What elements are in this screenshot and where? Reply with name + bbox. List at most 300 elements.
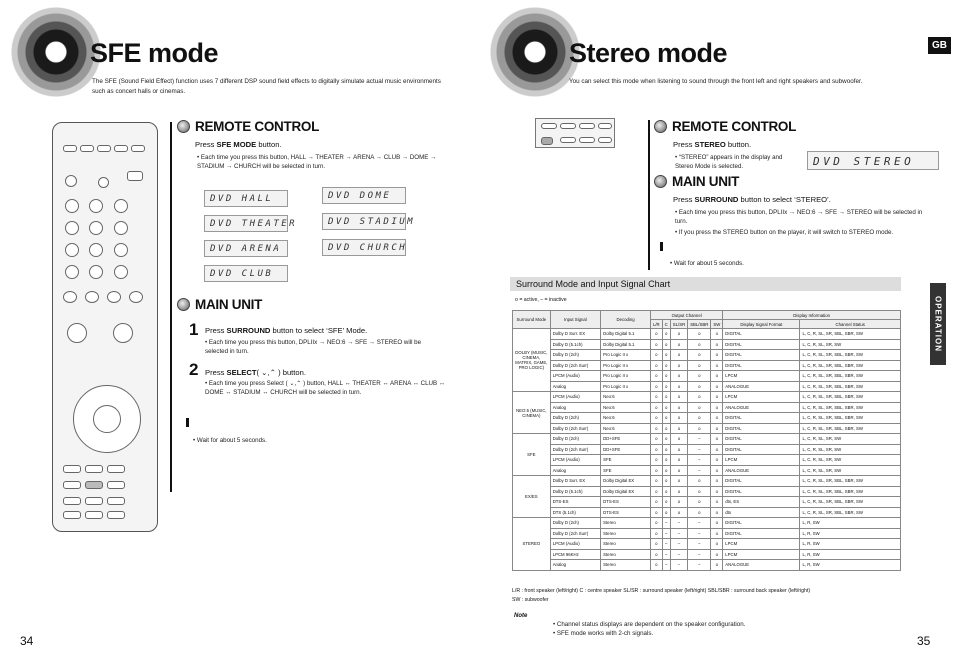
surround-bullet-2: • If you press the STEREO button on the player, it will switch to STEREO mode. xyxy=(675,229,894,236)
chart-legend: o = active, – = inactive xyxy=(515,297,567,303)
table-cell: – xyxy=(688,455,711,466)
table-cell: o xyxy=(662,360,670,371)
table-cell: DIGITAL xyxy=(723,444,800,455)
table-cell: Dolby D (2ch Surr) xyxy=(550,423,600,434)
lcd-stereo: DVD STEREO xyxy=(807,151,939,170)
table-cell: L, C, R, SL, SR, SW xyxy=(800,444,901,455)
table-cell: o xyxy=(688,381,711,392)
table-cell: DIGITAL xyxy=(723,423,800,434)
table-cell: L, C, R, SL, SR, SBL, SBR, SW xyxy=(800,423,901,434)
table-cell: o xyxy=(711,339,723,350)
table-row xyxy=(513,444,901,455)
table-cell: L, R, SW xyxy=(800,560,901,571)
table-cell: – xyxy=(688,549,711,560)
table-cell: o xyxy=(688,360,711,371)
lcd-arena: DVD ARENA xyxy=(204,240,288,257)
table-row xyxy=(513,339,901,350)
surround-mode-cell: STEREO xyxy=(513,518,551,571)
remote-control-illustration xyxy=(52,122,158,532)
table-cell: DIGITAL xyxy=(723,528,800,539)
language-badge: GB xyxy=(928,37,951,54)
table-cell: o xyxy=(711,518,723,529)
note-1: • Channel status displays are dependent on the speaker configuration. xyxy=(553,621,746,628)
table-cell: o xyxy=(662,455,670,466)
table-cell: o xyxy=(670,329,687,340)
table-cell: – xyxy=(688,528,711,539)
table-cell: DTS (5.1ch) xyxy=(550,507,600,518)
table-cell: L, C, R, SL, SR, SBL, SBR, SW xyxy=(800,360,901,371)
table-cell: o xyxy=(711,486,723,497)
table-cell: L, C, R, SL, SR, SBL, SBR, SW xyxy=(800,381,901,392)
table-cell: o xyxy=(670,350,687,361)
table-cell: Pro Logic II x xyxy=(601,371,651,382)
table-cell: o xyxy=(670,360,687,371)
step-2-number: 2 xyxy=(189,360,199,379)
table-cell: Dolby Digital EX xyxy=(601,486,651,497)
table-cell: Dolby D (2ch) xyxy=(550,518,600,529)
table-cell: o xyxy=(711,455,723,466)
table-row xyxy=(513,434,901,445)
table-cell: o xyxy=(662,329,670,340)
table-cell: – xyxy=(688,444,711,455)
table-cell: LPCM xyxy=(723,455,800,466)
table-cell: o xyxy=(688,329,711,340)
table-cell: o xyxy=(662,444,670,455)
table-cell: o xyxy=(688,486,711,497)
table-cell: o xyxy=(662,402,670,413)
remote-control-heading: REMOTE CONTROL xyxy=(177,119,319,134)
table-cell: LPCM xyxy=(723,539,800,550)
table-cell: o xyxy=(670,392,687,403)
col-lr: L/R xyxy=(650,320,662,329)
table-cell: DD+SFE xyxy=(601,444,651,455)
table-cell: Stereo xyxy=(601,518,651,529)
table-cell: – xyxy=(688,539,711,550)
operation-tab: OPERATION xyxy=(930,283,946,365)
table-cell: Dolby D (5.1ch) xyxy=(550,486,600,497)
table-cell: o xyxy=(688,413,711,424)
table-cell: DTS-ES xyxy=(550,497,600,508)
table-cell: L, C, R, SL, SR, SBL, SBR, SW xyxy=(800,497,901,508)
table-cell: o xyxy=(650,402,662,413)
section-bullet-icon xyxy=(654,175,667,188)
lcd-theater: DVD THEATER xyxy=(204,215,288,232)
col-decoding: Decoding xyxy=(601,311,651,329)
table-cell: o xyxy=(650,539,662,550)
table-cell: o xyxy=(711,392,723,403)
table-cell: L, R, SW xyxy=(800,549,901,560)
surround-bullet-1: • Each time you press this button, DPLIIx → NEO:6 → SFE → STEREO will be selected in turn. xyxy=(675,209,923,225)
table-cell: o xyxy=(670,339,687,350)
remote-control-heading: REMOTE CONTROL xyxy=(654,119,796,134)
table-cell: Dolby D Surr. EX xyxy=(550,329,600,340)
step-1-bullet: • Each time you press this button, DPLIIx → NEO:6 → SFE → STEREO will be selected in turn. xyxy=(205,339,422,355)
table-cell: o xyxy=(650,518,662,529)
table-cell: o xyxy=(662,434,670,445)
table-cell: LPCM (Audio) xyxy=(550,539,600,550)
col-display-information: Display Information xyxy=(723,311,901,320)
table-cell: LPCM xyxy=(723,549,800,560)
table-row xyxy=(513,371,901,382)
chart-title: Surround Mode and Input Signal Chart xyxy=(510,277,901,291)
table-cell: L, C, R, SL, SR, SBL, SBR, SW xyxy=(800,507,901,518)
table-cell: o xyxy=(688,371,711,382)
table-row xyxy=(513,360,901,371)
table-cell: DIGITAL xyxy=(723,518,800,529)
wait-note: • Wait for about 5 seconds. xyxy=(670,260,744,267)
divider-bar xyxy=(170,122,172,492)
table-cell: Pro Logic II x xyxy=(601,360,651,371)
table-row xyxy=(513,539,901,550)
table-cell: Analog xyxy=(550,402,600,413)
table-cell: Dolby Digital 5.1 xyxy=(601,339,651,350)
table-cell: LPCM (Audio) xyxy=(550,392,600,403)
page-title: Stereo mode xyxy=(569,38,728,68)
table-cell: o xyxy=(670,434,687,445)
table-cell: DTS-ES xyxy=(601,497,651,508)
table-cell: Stereo xyxy=(601,539,651,550)
table-cell: L, C, R, SL, SR, SBL, SBR, SW xyxy=(800,486,901,497)
table-cell: o xyxy=(650,423,662,434)
table-cell: SFE xyxy=(601,465,651,476)
lcd-dome: DVD DOME xyxy=(322,187,406,204)
table-cell: o xyxy=(650,560,662,571)
stereo-bullet: • “STEREO” appears in the display and Stereo Mode is selected. xyxy=(675,154,783,170)
table-row xyxy=(513,465,901,476)
table-cell: o xyxy=(650,371,662,382)
table-cell: o xyxy=(711,423,723,434)
table-cell: o xyxy=(711,549,723,560)
surround-mode-cell: DOLBY (MUSIC, CINEMA, MATRIX, GAME, PRO LOGIC) xyxy=(513,329,551,392)
table-cell: – xyxy=(688,518,711,529)
table-cell: o xyxy=(670,455,687,466)
table-cell: – xyxy=(670,539,687,550)
decorative-spiral xyxy=(489,6,581,98)
table-cell: DIGITAL xyxy=(723,360,800,371)
table-cell: o xyxy=(711,476,723,487)
table-cell: ANALOGUE xyxy=(723,560,800,571)
table-cell: Stereo xyxy=(601,528,651,539)
table-cell: L, C, R, SL, SR, SW xyxy=(800,339,901,350)
right-page xyxy=(477,0,954,666)
table-cell: Dolby D (2ch) xyxy=(550,434,600,445)
marker-bar xyxy=(660,242,663,251)
table-row xyxy=(513,528,901,539)
table-cell: o xyxy=(662,497,670,508)
col-output-channel: Output Channel xyxy=(650,311,722,320)
table-cell: o xyxy=(688,497,711,508)
table-cell: – xyxy=(662,549,670,560)
table-row xyxy=(513,476,901,487)
step-1-number: 1 xyxy=(189,320,199,339)
table-cell: o xyxy=(662,423,670,434)
table-cell: o xyxy=(711,497,723,508)
table-cell: o xyxy=(711,350,723,361)
table-cell: o xyxy=(711,444,723,455)
decorative-spiral xyxy=(10,6,102,98)
table-cell: o xyxy=(650,507,662,518)
press-surround: Press SURROUND button to select ‘STEREO’. xyxy=(673,195,831,204)
press-sfe-mode: Press SFE MODE button. xyxy=(195,140,282,149)
table-cell: ANALOGUE xyxy=(723,465,800,476)
table-cell: o xyxy=(650,497,662,508)
table-cell: o xyxy=(688,339,711,350)
table-cell: o xyxy=(670,486,687,497)
table-cell: dts, ES xyxy=(723,497,800,508)
col-channel-status: Channel Status xyxy=(800,320,901,329)
table-cell: L, C, R, SL, SR, SBL, SBR, SW xyxy=(800,371,901,382)
table-cell: o xyxy=(711,507,723,518)
section-bullet-icon xyxy=(654,120,667,133)
page-number: 34 xyxy=(20,634,34,648)
table-cell: Dolby D Surr. EX xyxy=(550,476,600,487)
table-cell: – xyxy=(670,560,687,571)
table-cell: o xyxy=(670,381,687,392)
table-row xyxy=(513,518,901,529)
table-row xyxy=(513,392,901,403)
table-cell: o xyxy=(650,444,662,455)
table-cell: DD+SFE xyxy=(601,434,651,445)
table-cell: Dolby D (2ch) xyxy=(550,413,600,424)
table-cell: o xyxy=(650,455,662,466)
table-cell: Pro Logic II x xyxy=(601,381,651,392)
table-cell: o xyxy=(711,560,723,571)
table-cell: L, C, R, SL, SR, SBL, SBR, SW xyxy=(800,413,901,424)
table-cell: DIGITAL xyxy=(723,350,800,361)
table-cell: – xyxy=(670,549,687,560)
table-cell: o xyxy=(662,413,670,424)
table-cell: o xyxy=(711,539,723,550)
table-cell: o xyxy=(670,402,687,413)
table-cell: o xyxy=(711,381,723,392)
table-cell: DIGITAL xyxy=(723,434,800,445)
table-cell: Dolby D (5.1ch) xyxy=(550,339,600,350)
table-cell: o xyxy=(670,413,687,424)
table-cell: o xyxy=(662,392,670,403)
table-cell: DIGITAL xyxy=(723,486,800,497)
table-cell: o xyxy=(662,350,670,361)
footnote-subwoofer: SW : subwoofer xyxy=(512,597,549,603)
section-bullet-icon xyxy=(177,298,190,311)
table-cell: – xyxy=(662,560,670,571)
table-row xyxy=(513,350,901,361)
table-cell: L, C, R, SL, SR, SW xyxy=(800,465,901,476)
table-cell: L, R, SW xyxy=(800,528,901,539)
table-cell: dts xyxy=(723,507,800,518)
table-cell: L, R, SW xyxy=(800,518,901,529)
table-cell: o xyxy=(711,371,723,382)
col-sblsbr: SBL/SBR xyxy=(688,320,711,329)
table-cell: DIGITAL xyxy=(723,339,800,350)
press-stereo: Press STEREO button. xyxy=(673,140,752,149)
table-cell: o xyxy=(670,507,687,518)
table-cell: o xyxy=(670,371,687,382)
col-display-signal-format: Display Signal Format xyxy=(723,320,800,329)
col-slsr: SL/SR xyxy=(670,320,687,329)
table-cell: o xyxy=(711,413,723,424)
main-unit-heading: MAIN UNIT xyxy=(654,174,739,189)
table-cell: o xyxy=(688,507,711,518)
table-cell: L, C, R, SL, SR, SBL, SBR, SW xyxy=(800,476,901,487)
table-cell: Neo:6 xyxy=(601,413,651,424)
surround-mode-cell: NEO:6 (MUSIC, CINEMA) xyxy=(513,392,551,434)
table-cell: L, C, R, SL, SR, SBL, SBR, SW xyxy=(800,402,901,413)
note-label: Note xyxy=(514,613,528,619)
table-cell: Neo:6 xyxy=(601,423,651,434)
table-cell: o xyxy=(711,465,723,476)
table-cell: – xyxy=(688,465,711,476)
table-cell: Dolby D (2ch Surr) xyxy=(550,528,600,539)
table-cell: – xyxy=(670,518,687,529)
table-cell: Stereo xyxy=(601,549,651,560)
table-cell: o xyxy=(650,476,662,487)
table-cell: o xyxy=(688,392,711,403)
table-cell: o xyxy=(650,549,662,560)
table-cell: o xyxy=(711,329,723,340)
table-row xyxy=(513,423,901,434)
table-cell: Stereo xyxy=(601,560,651,571)
step-1-text: Press SURROUND button to select ‘SFE’ Mode. xyxy=(205,326,368,335)
table-cell: Neo:6 xyxy=(601,392,651,403)
table-row xyxy=(513,381,901,392)
note-2: • SFE mode works with 2-ch signals. xyxy=(553,630,654,637)
table-cell: LPCM (Audio) xyxy=(550,371,600,382)
table-cell: – xyxy=(662,518,670,529)
table-row xyxy=(513,560,901,571)
table-cell: o xyxy=(711,402,723,413)
main-unit-heading: MAIN UNIT xyxy=(177,297,262,312)
table-cell: o xyxy=(662,476,670,487)
marker-bar xyxy=(186,418,189,427)
wait-note: • Wait for about 5 seconds. xyxy=(193,437,267,444)
col-surround-mode: Surround Mode xyxy=(513,311,551,329)
section-bullet-icon xyxy=(177,120,190,133)
table-row xyxy=(513,413,901,424)
table-cell: o xyxy=(688,423,711,434)
table-row xyxy=(513,486,901,497)
table-cell: LPCM xyxy=(723,371,800,382)
table-cell: – xyxy=(662,528,670,539)
intro-text: The SFE (Sound Field Effect) function uses 7 different DSP sound field effects to digitally simulate actual music environments such as concert halls or cinemas. xyxy=(92,78,441,95)
table-cell: LPCM 96KHz xyxy=(550,549,600,560)
table-cell: L, C, R, SL, SR, SBL, SBR, SW xyxy=(800,350,901,361)
sfe-mode-bullet: • Each time you press this button, HALL → THEATER → ARENA → CLUB → DOME → STADIUM → CHURCH will be selected in turn. xyxy=(197,154,437,170)
table-cell: L, R, SW xyxy=(800,539,901,550)
table-cell: – xyxy=(662,539,670,550)
table-row xyxy=(513,497,901,508)
table-cell: o xyxy=(670,423,687,434)
table-cell: o xyxy=(650,528,662,539)
table-cell: – xyxy=(670,528,687,539)
surround-mode-cell: EX/ES xyxy=(513,476,551,518)
table-cell: o xyxy=(688,402,711,413)
table-cell: o xyxy=(650,465,662,476)
table-row xyxy=(513,549,901,560)
step-2-text: Press SELECT( ⌄,⌃ ) button. xyxy=(205,368,306,377)
lcd-church: DVD CHURCH xyxy=(322,239,406,256)
table-cell: o xyxy=(662,465,670,476)
col-sw: SW xyxy=(711,320,723,329)
table-cell: – xyxy=(688,560,711,571)
table-cell: L, C, R, SL, SR, SBL, SBR, SW xyxy=(800,329,901,340)
table-cell: o xyxy=(650,329,662,340)
table-cell: o xyxy=(711,434,723,445)
table-cell: Analog xyxy=(550,381,600,392)
table-cell: o xyxy=(662,381,670,392)
table-cell: LPCM (Audio) xyxy=(550,455,600,466)
table-cell: Dolby D (2ch) xyxy=(550,350,600,361)
table-cell: ANALOGUE xyxy=(723,381,800,392)
footnote-legend: L/R : front speaker (left/right) C : centre speaker SL/SR : surround speaker (left/right) SBL/SBR : surround back speaker (left/right) xyxy=(512,588,811,594)
table-cell: o xyxy=(650,339,662,350)
table-cell: o xyxy=(662,371,670,382)
divider-bar xyxy=(648,120,650,270)
lcd-hall: DVD HALL xyxy=(204,190,288,207)
table-row xyxy=(513,455,901,466)
signal-chart-table xyxy=(512,310,901,571)
table-cell: DIGITAL xyxy=(723,413,800,424)
table-cell: – xyxy=(688,434,711,445)
table-cell: o xyxy=(650,392,662,403)
table-cell: o xyxy=(650,381,662,392)
page-title: SFE mode xyxy=(90,38,219,68)
intro-text: You can select this mode when listening to sound through the front left and right speakers and subwoofer. xyxy=(569,78,863,85)
table-cell: L, C, R, SL, SR, SW xyxy=(800,434,901,445)
table-cell: Analog xyxy=(550,560,600,571)
table-cell: Dolby Digital EX xyxy=(601,476,651,487)
table-cell: o xyxy=(650,350,662,361)
step-2-bullet: • Each time you press Select ( ⌄,⌃ ) button, HALL ↔ THEATER ↔ ARENA ↔ CLUB ↔ DOME ↔ STADIUM ↔ CHURCH will be selected in turn. xyxy=(205,380,446,396)
col-c: C xyxy=(662,320,670,329)
table-cell: o xyxy=(670,497,687,508)
table-cell: Dolby D (2ch Surr) xyxy=(550,360,600,371)
table-cell: Dolby Digital 5.1 xyxy=(601,329,651,340)
lcd-stadium: DVD STADIUM xyxy=(322,213,406,230)
remote-control-detail-illustration xyxy=(535,118,615,148)
col-input-signal: Input Signal xyxy=(550,311,600,329)
table-cell: o xyxy=(650,486,662,497)
table-cell: o xyxy=(670,465,687,476)
table-cell: o xyxy=(670,444,687,455)
table-cell: o xyxy=(662,486,670,497)
table-cell: LPCM xyxy=(723,392,800,403)
table-cell: L, C, R, SL, SR, SBL, SBR, SW xyxy=(800,392,901,403)
table-cell: ANALOGUE xyxy=(723,402,800,413)
table-row xyxy=(513,507,901,518)
table-cell: o xyxy=(650,434,662,445)
table-cell: o xyxy=(670,476,687,487)
table-cell: o xyxy=(650,360,662,371)
table-cell: Analog xyxy=(550,465,600,476)
table-cell: o xyxy=(688,476,711,487)
table-cell: SFE xyxy=(601,455,651,466)
table-cell: L, C, R, SL, SR, SW xyxy=(800,455,901,466)
table-cell: o xyxy=(662,339,670,350)
table-row xyxy=(513,402,901,413)
table-cell: Pro Logic II x xyxy=(601,350,651,361)
table-cell: DIGITAL xyxy=(723,476,800,487)
table-cell: Neo:6 xyxy=(601,402,651,413)
table-row xyxy=(513,329,901,340)
table-cell: DIGITAL xyxy=(723,329,800,340)
table-cell: o xyxy=(662,507,670,518)
table-cell: o xyxy=(688,350,711,361)
table-cell: DTS-ES xyxy=(601,507,651,518)
page-number: 35 xyxy=(917,634,931,648)
table-cell: o xyxy=(650,413,662,424)
table-cell: o xyxy=(711,360,723,371)
table-cell: Dolby D (2ch Surr) xyxy=(550,444,600,455)
